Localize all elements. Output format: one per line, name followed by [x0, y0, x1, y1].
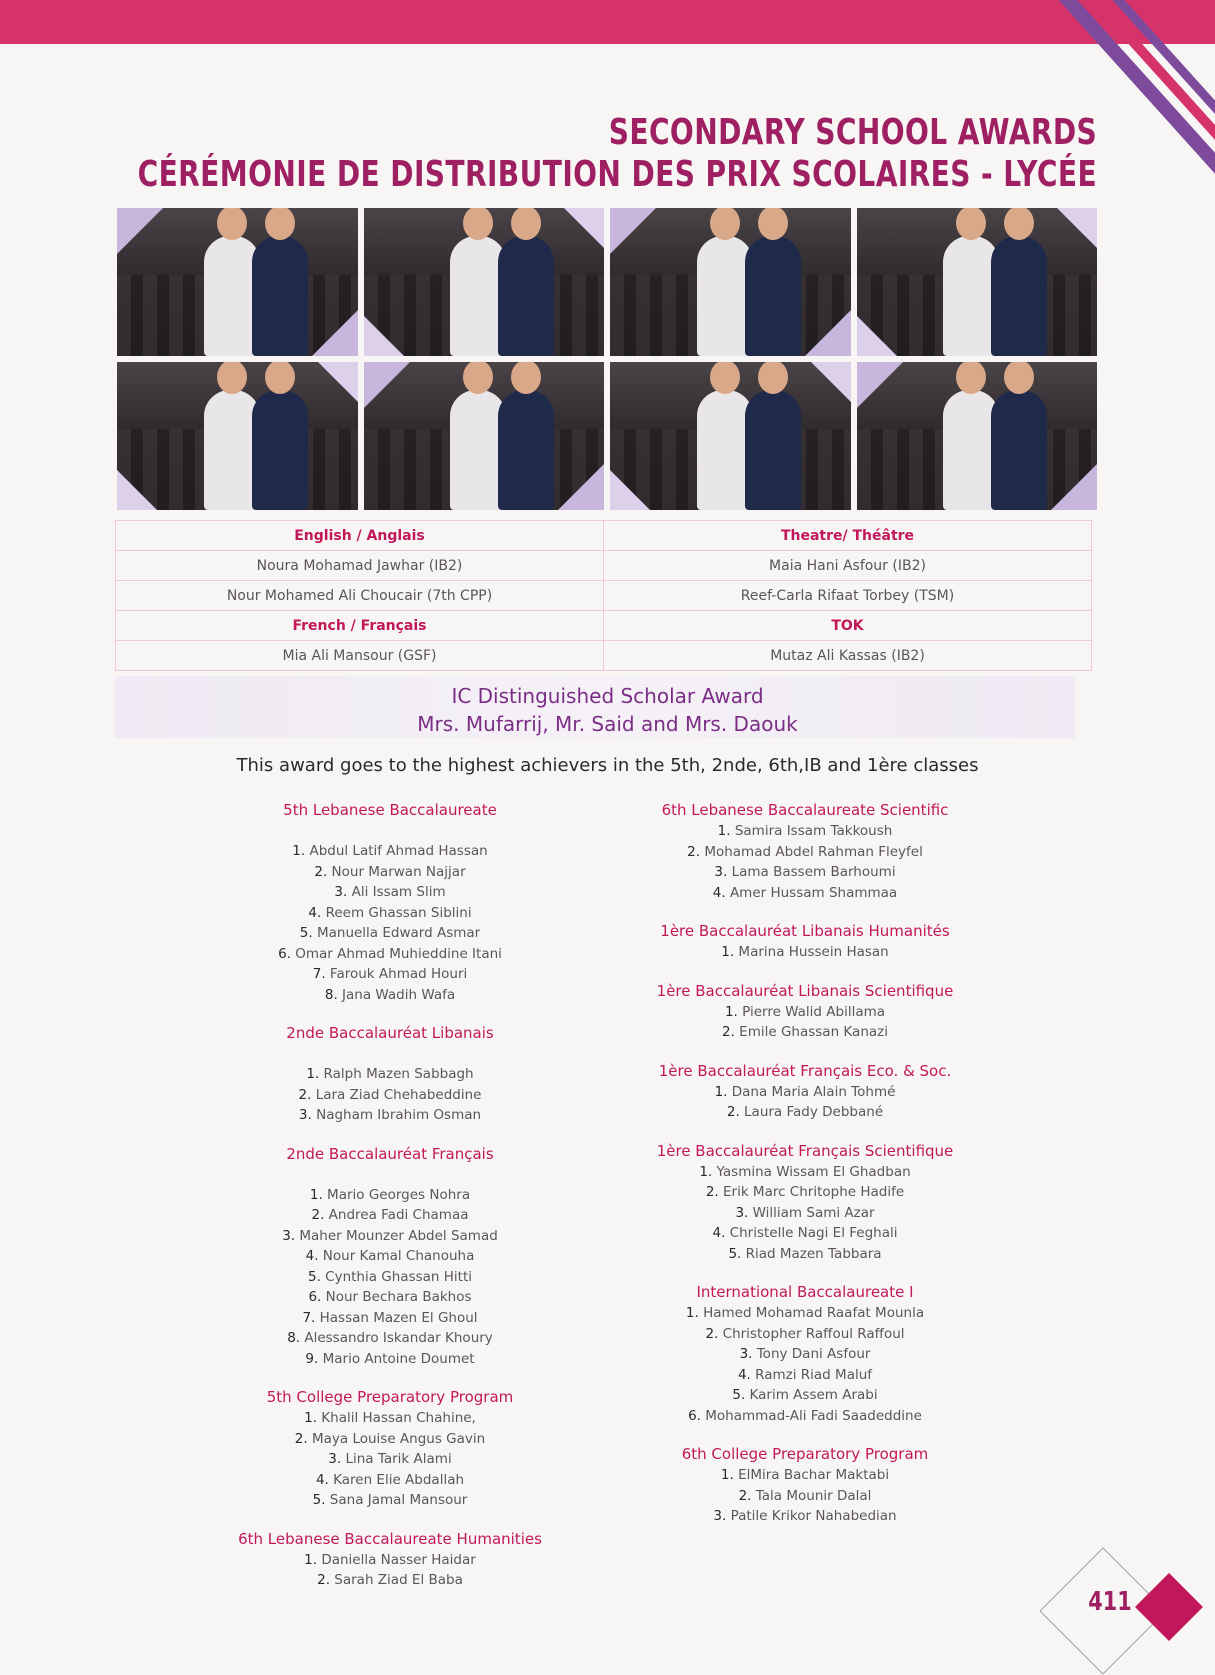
list-item: [180, 1226, 600, 1247]
list-item-name: Mohamad Abdel Rahman Fleyfel: [704, 843, 923, 860]
list-item: [180, 1550, 600, 1571]
award-recipient: Mia Ali Mansour (GSF): [116, 641, 604, 671]
list-item-rank: 2.: [705, 1325, 723, 1342]
list-item-name: Patile Krikor Nahabedian: [730, 1508, 897, 1524]
list-item-rank: 1.: [292, 843, 310, 859]
list-item-name: Ralph Mazen Sabbagh: [323, 1066, 474, 1082]
page-title-en: SECONDARY SCHOOL AWARDS: [608, 112, 1097, 153]
award-section-title: 1ère Baccalauréat Français Eco. & Soc.: [658, 1061, 952, 1080]
list-item: [180, 1470, 600, 1491]
list-item: [595, 1002, 1015, 1023]
awards-table-row: [116, 551, 1092, 581]
list-item-name: Andrea Fadi Chamaa: [328, 1207, 469, 1223]
list-item-rank: 5.: [732, 1387, 750, 1403]
list-item-rank: 3.: [334, 884, 352, 900]
list-item-name: Laura Fady Debbané: [744, 1104, 884, 1120]
list-item: [595, 1022, 1015, 1043]
list-item-rank: 9.: [305, 1350, 323, 1367]
top-banner: [0, 0, 1215, 44]
list-item: [595, 1182, 1015, 1203]
list-item-name: Dana Maria Alain Tohmé: [731, 1083, 896, 1100]
list-item-name: Ali Issam Slim: [351, 884, 446, 900]
list-item: [180, 903, 600, 924]
list-item: [180, 1328, 600, 1349]
scholar-award-presenters: Mrs. Mufarrij, Mr. Said and Mrs. Daouk: [417, 712, 798, 736]
award-subject-heading: French / Français: [116, 611, 604, 641]
list-item: [595, 1385, 1015, 1406]
list-item: [595, 1162, 1015, 1183]
award-section-title: 6th Lebanese Baccalaureate Scientific: [661, 801, 949, 819]
award-section: [180, 800, 600, 1005]
list-item-name: Maya Louise Angus Gavin: [311, 1430, 486, 1447]
list-item-name: Hassan Mazen El Ghoul: [319, 1309, 478, 1326]
list-item-rank: 6.: [308, 1289, 326, 1305]
award-section-title: 5th Lebanese Baccalaureate: [283, 801, 497, 819]
list-item: [180, 1349, 600, 1370]
list-item-rank: 1.: [721, 944, 739, 960]
list-item-name: Maher Mounzer Abdel Samad: [299, 1227, 498, 1244]
award-photo: [364, 362, 605, 510]
list-item-name: Karim Assem Arabi: [749, 1387, 878, 1403]
list-item: [595, 1506, 1015, 1527]
list-item-name: Tony Dani Asfour: [756, 1346, 871, 1362]
award-section-title: 2nde Baccalauréat Français: [286, 1144, 494, 1163]
list-item: [595, 942, 1015, 963]
list-item-rank: 3.: [735, 1204, 753, 1221]
list-item-name: Hamed Mohamad Raafat Mounla: [703, 1305, 925, 1321]
award-section: [180, 1023, 600, 1126]
list-item-rank: 3.: [739, 1346, 757, 1362]
list-item: [595, 1203, 1015, 1224]
list-item: [595, 1406, 1015, 1427]
list-item-name: Sana Jamal Mansour: [329, 1492, 468, 1508]
list-item: [595, 1082, 1015, 1103]
award-recipient: Noura Mohamad Jawhar (IB2): [116, 551, 604, 581]
list-item-rank: 1.: [685, 1305, 704, 1321]
list-item: [180, 985, 600, 1006]
list-item: [595, 842, 1015, 863]
list-item: [595, 1223, 1015, 1244]
list-item: [180, 862, 600, 883]
award-section: [595, 1444, 1015, 1527]
list-item-name: ElMira Bachar Maktabi: [738, 1467, 890, 1483]
list-item-name: Nour Bechara Bakhos: [325, 1289, 472, 1305]
list-item-rank: 1.: [720, 1467, 739, 1483]
page-title-fr: CÉRÉMONIE DE DISTRIBUTION DES PRIX SCOLAIRES - LYCÉE: [137, 154, 1097, 195]
award-section-title: 1ère Baccalauréat Libanais Scientifique: [656, 981, 954, 1000]
list-item-rank: 1.: [714, 1083, 732, 1100]
award-photo: [117, 208, 358, 356]
award-section-title: 6th Lebanese Baccalaureate Humanities: [238, 1529, 542, 1548]
page-number: 411: [1088, 1587, 1132, 1617]
list-item: [595, 883, 1015, 904]
award-recipient: Maia Hani Asfour (IB2): [604, 551, 1092, 581]
list-item-rank: 2.: [294, 1430, 312, 1447]
list-item: [180, 923, 600, 944]
list-item-rank: 5.: [299, 925, 317, 941]
list-item-name: Nour Marwan Najjar: [331, 863, 466, 880]
awards-table-row: [116, 641, 1092, 671]
list-item-rank: 5.: [728, 1245, 746, 1262]
left-award-column: [180, 800, 600, 1609]
list-item-rank: 4.: [712, 884, 730, 901]
list-item-name: Yasmina Wissam El Ghadban: [716, 1163, 911, 1180]
list-item-name: Marina Hussein Hasan: [738, 944, 889, 960]
list-item-rank: 1.: [724, 1003, 743, 1020]
list-item-rank: 1.: [304, 1551, 322, 1568]
list-item-name: Jana Wadih Wafa: [342, 986, 456, 1003]
list-item-name: William Sami Azar: [752, 1204, 875, 1221]
list-item-name: Mohammad-Ali Fadi Saadeddine: [705, 1407, 922, 1424]
list-item: [180, 944, 600, 965]
award-subject-heading: English / Anglais: [116, 521, 604, 551]
list-item: [180, 882, 600, 903]
list-item-name: Nagham Ibrahim Osman: [316, 1107, 482, 1123]
award-section-title: 6th College Preparatory Program: [681, 1445, 929, 1463]
award-recipient: Mutaz Ali Kassas (IB2): [604, 641, 1092, 671]
list-item-name: Cynthia Ghassan Hitti: [325, 1268, 473, 1285]
awards-table-row: [116, 521, 1092, 551]
list-item-rank: 2.: [298, 1086, 316, 1103]
list-item: [595, 1303, 1015, 1324]
list-item-rank: 2.: [722, 1024, 740, 1040]
list-item: [595, 821, 1015, 842]
list-item-rank: 2.: [311, 1207, 329, 1223]
list-item-rank: 3.: [713, 1508, 731, 1524]
list-item: [180, 1570, 600, 1591]
list-item-name: Emile Ghassan Kanazi: [739, 1024, 888, 1040]
list-item-rank: 4.: [712, 1225, 730, 1241]
list-item-name: Mario Antoine Doumet: [322, 1350, 475, 1367]
list-item-rank: 4.: [308, 904, 326, 921]
list-item-name: Karen Elie Abdallah: [333, 1471, 465, 1488]
list-item-rank: 2.: [726, 1104, 745, 1120]
award-section: [595, 1282, 1015, 1426]
list-item-name: Manuella Edward Asmar: [316, 925, 481, 941]
list-item: [180, 1267, 600, 1288]
award-section: [595, 921, 1015, 963]
list-item-name: Samira Issam Takkoush: [734, 823, 893, 839]
list-item: [595, 1465, 1015, 1486]
list-item-rank: 2.: [687, 843, 705, 860]
list-item-rank: 5.: [312, 1492, 330, 1508]
list-item-rank: 3.: [298, 1107, 317, 1123]
award-photo: [610, 362, 851, 510]
list-item: [180, 1490, 600, 1511]
award-subject-heading: TOK: [604, 611, 1092, 641]
list-item-name: Christelle Nagi El Feghali: [729, 1225, 898, 1241]
list-item-name: Daniella Nasser Haidar: [321, 1551, 476, 1568]
award-section-title: 1ère Baccalauréat Français Scientifique: [656, 1141, 954, 1160]
list-item-rank: 1.: [306, 1066, 324, 1082]
list-item-rank: 1.: [304, 1410, 322, 1426]
award-photo: [857, 208, 1098, 356]
photo-collage: [117, 208, 1097, 510]
list-item-name: Tala Mounir Dalal: [755, 1487, 872, 1504]
list-item-name: Lama Bassem Barhoumi: [731, 864, 896, 880]
list-item-rank: 6.: [688, 1407, 706, 1424]
list-item-rank: 4.: [305, 1248, 323, 1264]
list-item-rank: 6.: [278, 945, 296, 962]
list-item: [180, 841, 600, 862]
list-item-name: Omar Ahmad Muhieddine Itani: [295, 945, 502, 962]
list-item: [595, 1244, 1015, 1265]
list-item: [180, 964, 600, 985]
list-item-name: Ramzi Riad Maluf: [755, 1366, 873, 1383]
list-item-rank: 5.: [307, 1268, 326, 1285]
list-item-name: Reem Ghassan Siblini: [325, 904, 472, 921]
list-item-rank: 2.: [705, 1184, 723, 1200]
list-item-name: Khalil Hassan Chahine,: [321, 1410, 476, 1426]
list-item-rank: 3.: [282, 1227, 300, 1244]
award-section-title: 1ère Baccalauréat Libanais Humanités: [660, 922, 950, 940]
award-subject-heading: Theatre/ Théâtre: [604, 521, 1092, 551]
list-item: [180, 1185, 600, 1206]
list-item-rank: 2.: [314, 863, 332, 880]
list-item: [595, 1344, 1015, 1365]
scholar-award-title: IC Distinguished Scholar Award: [451, 684, 764, 708]
award-section: [595, 1061, 1015, 1123]
list-item-name: Alessandro Iskandar Khoury: [304, 1330, 493, 1346]
award-photo: [857, 362, 1098, 510]
list-item-rank: 4.: [737, 1366, 756, 1383]
list-item: [180, 1429, 600, 1450]
list-item: [595, 1365, 1015, 1386]
list-item-rank: 1.: [717, 823, 735, 839]
list-item-name: Lara Ziad Chehabeddine: [315, 1086, 482, 1103]
award-section-title: International Baccalaureate I: [696, 1283, 914, 1301]
list-item-name: Pierre Walid Abillama: [742, 1003, 886, 1020]
list-item: [180, 1287, 600, 1308]
list-item-name: Amer Hussam Shammaa: [729, 884, 898, 901]
list-item-name: Mario Georges Nohra: [327, 1186, 471, 1203]
list-item-name: Sarah Ziad El Baba: [334, 1572, 463, 1588]
award-photo: [117, 362, 358, 510]
list-item: [595, 1102, 1015, 1123]
list-item: [180, 1085, 600, 1106]
list-item-rank: 1.: [699, 1163, 717, 1180]
awards-table-row: [116, 611, 1092, 641]
award-section: [595, 1141, 1015, 1265]
list-item-name: Lina Tarik Alami: [345, 1451, 452, 1467]
list-item: [180, 1246, 600, 1267]
list-item-rank: 8.: [287, 1330, 305, 1346]
list-item: [180, 1105, 600, 1126]
award-section: [180, 1387, 600, 1511]
list-item-name: Nour Kamal Chanouha: [322, 1248, 475, 1264]
list-item: [180, 1449, 600, 1470]
award-photo: [610, 208, 851, 356]
list-item-rank: 8.: [324, 986, 343, 1003]
list-item-rank: 2.: [317, 1572, 335, 1588]
award-section: [180, 1144, 600, 1370]
list-item: [180, 1205, 600, 1226]
list-item: [595, 1324, 1015, 1345]
list-item-rank: 2.: [738, 1487, 756, 1504]
award-recipient: Reef-Carla Rifaat Torbey (TSM): [604, 581, 1092, 611]
award-section: [595, 981, 1015, 1043]
award-photo: [364, 208, 605, 356]
award-section: [180, 1529, 600, 1591]
list-item: [180, 1064, 600, 1085]
list-item: [595, 862, 1015, 883]
list-item-rank: 4.: [315, 1471, 334, 1488]
list-item-name: Abdul Latif Ahmad Hassan: [309, 843, 488, 859]
list-item-rank: 1.: [309, 1186, 328, 1203]
list-item: [180, 1308, 600, 1329]
award-section: [595, 800, 1015, 903]
awards-table-row: [116, 581, 1092, 611]
award-recipient: Nour Mohamed Ali Choucair (7th CPP): [116, 581, 604, 611]
award-section-title: 5th College Preparatory Program: [266, 1388, 514, 1406]
list-item-rank: 7.: [302, 1309, 320, 1326]
right-award-column: [595, 800, 1015, 1545]
award-description: This award goes to the highest achievers in the 5th, 2nde, 6th,IB and 1ère classes: [236, 755, 979, 776]
list-item-rank: 3.: [328, 1451, 346, 1467]
list-item-name: Riad Mazen Tabbara: [745, 1245, 882, 1262]
awards-table: [115, 520, 1092, 671]
list-item-name: Farouk Ahmad Houri: [329, 966, 468, 982]
list-item-rank: 7.: [312, 966, 330, 982]
list-item: [180, 1408, 600, 1429]
list-item: [595, 1486, 1015, 1507]
list-item-rank: 3.: [714, 864, 732, 880]
award-section-title: 2nde Baccalauréat Libanais: [286, 1024, 494, 1042]
list-item-name: Christopher Raffoul Raffoul: [722, 1325, 905, 1342]
list-item-name: Erik Marc Chritophe Hadife: [722, 1184, 905, 1200]
